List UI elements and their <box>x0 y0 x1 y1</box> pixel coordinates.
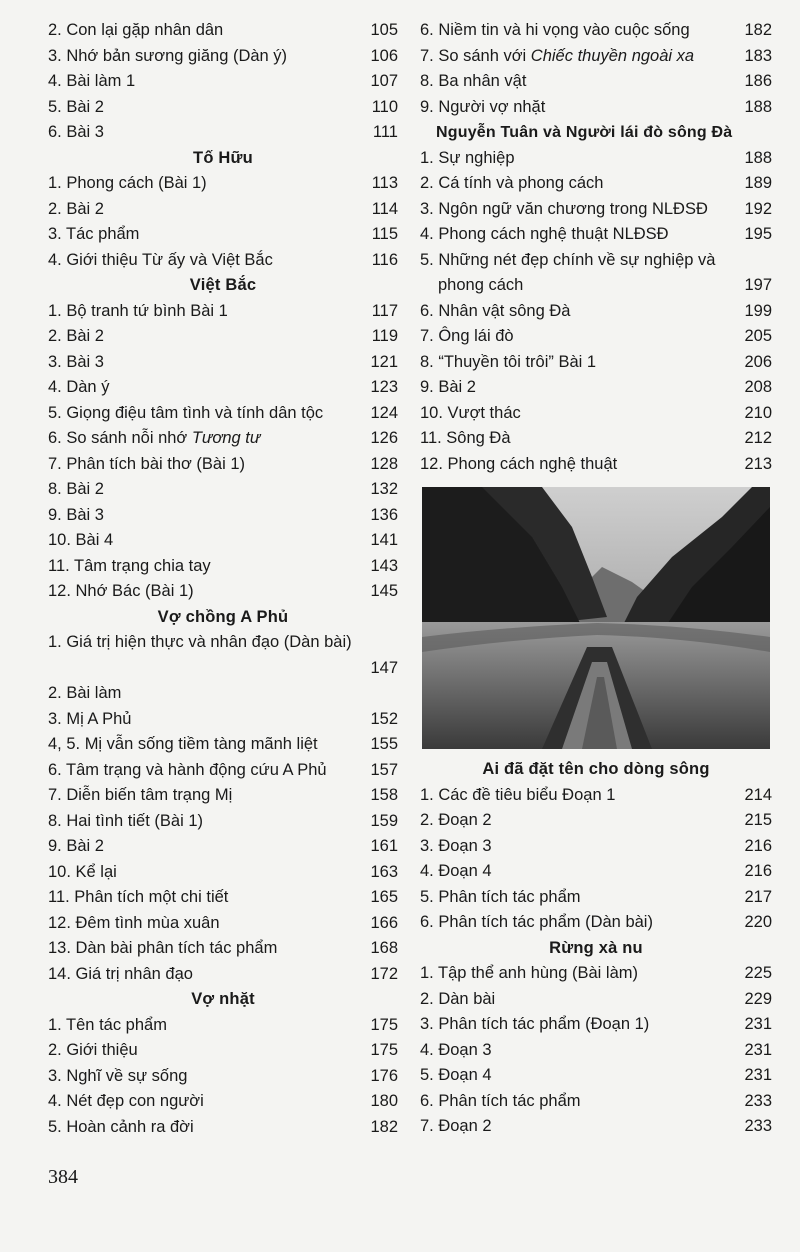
entry-page: 152 <box>370 709 398 728</box>
entry-title <box>420 987 495 1013</box>
entry-page: 141 <box>370 531 398 549</box>
toc-right-bottom <box>420 757 772 1140</box>
entry-title-text: 1. Sự nghiệp <box>420 148 515 167</box>
entry-page: 159 <box>370 811 398 830</box>
entry-title <box>420 197 708 223</box>
entry-title-text: 7. Ông lái đò <box>420 327 514 345</box>
section-heading: Vợ nhặt <box>191 990 255 1008</box>
entry-title-text: 4. Đoạn 3 <box>420 1040 492 1059</box>
toc-entry <box>420 808 772 834</box>
entry-page: 210 <box>744 403 772 422</box>
entry-page: 216 <box>744 862 772 880</box>
entry-title <box>48 834 104 860</box>
toc-entry <box>48 1089 398 1115</box>
toc-entry <box>420 783 772 809</box>
entry-page: 176 <box>370 1066 398 1085</box>
entry-page: 225 <box>744 964 772 982</box>
toc-entry <box>48 120 398 146</box>
entry-page: 143 <box>370 556 398 575</box>
toc-entry <box>420 1012 772 1038</box>
entry-title-text: 3. Tác phẩm <box>48 225 140 243</box>
toc-entry <box>48 885 398 911</box>
entry-title-text: 3. Ngôn ngữ văn chương trong NLĐSĐ <box>420 199 708 218</box>
entry-title-text: 9. Bài 2 <box>48 837 104 855</box>
entry-page: 195 <box>744 225 772 243</box>
entry-title <box>48 248 273 274</box>
entry-page: 233 <box>744 1091 772 1110</box>
entry-page: 231 <box>744 1015 772 1033</box>
page-number: 384 <box>48 1166 78 1188</box>
entry-title-text: 5. Bài 2 <box>48 97 104 116</box>
entry-title <box>48 44 287 70</box>
toc-entry <box>48 401 398 427</box>
toc-entry <box>48 452 398 478</box>
entry-page: 126 <box>370 429 398 447</box>
toc-entry <box>420 859 772 885</box>
entry-page: 128 <box>370 454 398 473</box>
toc-entry <box>48 758 398 784</box>
toc-entry <box>420 197 772 223</box>
toc-entry <box>48 375 398 401</box>
toc-entry <box>48 579 398 605</box>
entry-page: 172 <box>370 964 398 983</box>
entry-title <box>48 579 194 605</box>
section-heading: Ai đã đặt tên cho dòng sông <box>482 760 710 778</box>
entry-title-text: 14. Giá trị nhân đạo <box>48 964 193 983</box>
entry-page: 166 <box>370 913 398 932</box>
entry-title <box>48 885 228 911</box>
toc-entry <box>48 171 398 197</box>
toc-entry <box>420 69 772 95</box>
entry-page: 220 <box>744 913 772 931</box>
toc-entry <box>48 732 398 758</box>
toc-entry <box>48 503 398 529</box>
toc-entry <box>48 1115 398 1141</box>
entry-title <box>420 69 526 95</box>
toc-entry <box>48 95 398 121</box>
entry-title <box>48 401 323 427</box>
entry-title-text: 10. Vượt thác <box>420 403 521 422</box>
entry-title-text: 3. Mị A Phủ <box>48 709 132 728</box>
entry-title <box>48 197 104 223</box>
entry-title <box>48 681 121 707</box>
toc-entry <box>48 477 398 503</box>
toc-entry <box>420 961 772 987</box>
entry-title <box>48 528 113 554</box>
entry-page: 180 <box>370 1092 398 1110</box>
entry-page: 192 <box>744 199 772 218</box>
entry-title <box>48 18 223 44</box>
section-heading: Rừng xà nu <box>549 938 643 957</box>
entry-title <box>420 452 617 478</box>
entry-title-text: 3. Phân tích tác phẩm (Đoạn 1) <box>420 1015 650 1033</box>
toc-entry <box>420 1089 772 1115</box>
entry-title <box>48 809 203 835</box>
entry-title-text: 6. So sánh nỗi nhớ <box>48 429 192 447</box>
toc-entry <box>420 146 772 172</box>
entry-page: 197 <box>744 276 772 294</box>
toc-entry <box>420 885 772 911</box>
toc-entry <box>420 401 772 427</box>
entry-page: 229 <box>744 989 772 1008</box>
toc-left-column <box>48 18 398 1140</box>
entry-title-text: 2. Con lại gặp nhân dân <box>48 21 224 39</box>
entry-page: 116 <box>371 250 398 269</box>
entry-title <box>48 171 207 197</box>
entry-title <box>420 1038 492 1064</box>
entry-title <box>420 834 492 860</box>
entry-title-text: 1. Bộ tranh tứ bình Bài 1 <box>48 301 228 320</box>
entry-title <box>420 426 511 452</box>
entry-page: 216 <box>744 836 772 855</box>
entry-title <box>48 1013 167 1039</box>
entry-title-text: 10. Bài 4 <box>48 531 114 549</box>
entry-title <box>48 707 131 733</box>
entry-title-text: 6. Niềm tin và hi vọng vào cuộc sống <box>420 21 690 39</box>
toc-entry <box>48 324 398 350</box>
entry-page: 199 <box>744 301 772 320</box>
entry-title <box>48 911 220 937</box>
toc-entry <box>48 44 398 70</box>
entry-title-text: 2. Dàn bài <box>420 989 496 1008</box>
entry-title-text: 8. Bài 2 <box>48 480 104 498</box>
entry-page: 188 <box>744 148 772 167</box>
entry-page: 175 <box>370 1041 398 1059</box>
entry-page: 158 <box>370 786 398 804</box>
entry-title-text: 4. Nét đẹp con người <box>48 1092 204 1110</box>
toc-entry <box>48 69 398 95</box>
entry-page: 115 <box>371 225 398 243</box>
entry-title-text: 9. Bài 2 <box>420 378 476 396</box>
entry-title: 1. Giá trị hiện thực và nhân đạo (Dàn bài) <box>48 633 352 651</box>
entry-page: 214 <box>744 785 772 804</box>
entry-title-text: 8. Hai tình tiết (Bài 1) <box>48 811 203 830</box>
entry-page: 119 <box>371 327 398 345</box>
entry-page: 105 <box>370 21 398 39</box>
entry-page: 175 <box>370 1015 398 1034</box>
entry-title <box>420 95 545 121</box>
entry-page: 110 <box>371 97 398 116</box>
entry-title-text: 9. Bài 3 <box>48 505 104 524</box>
entry-page: 189 <box>744 174 772 192</box>
entry-title-text: 4. Đoạn 4 <box>420 862 492 880</box>
entry-page: 205 <box>744 327 772 345</box>
entry-page: 213 <box>744 454 772 473</box>
entry-page: 233 <box>744 1117 772 1135</box>
entry-page: 161 <box>370 837 398 855</box>
entry-title-text: 11. Phân tích một chi tiết <box>48 888 229 906</box>
toc-entry <box>420 222 772 248</box>
toc-entry <box>420 95 772 121</box>
entry-title-text: 1. Các đề tiêu biểu Đoạn 1 <box>420 785 616 804</box>
entry-page: 155 <box>370 735 398 753</box>
toc-entry <box>48 911 398 937</box>
entry-title <box>48 1038 138 1064</box>
entry-title-text: 4. Dàn ý <box>48 378 110 396</box>
entry-title <box>48 1115 194 1141</box>
entry-title-italic: Chiếc thuyền ngoài xa <box>530 46 695 65</box>
entry-page: 168 <box>370 939 398 957</box>
section-heading: Nguyễn Tuân và Người lái đò sông Đà <box>436 124 733 141</box>
entry-page: 208 <box>744 378 772 396</box>
entry-title <box>48 477 104 503</box>
entry-title <box>420 885 581 911</box>
entry-title <box>420 910 653 936</box>
entry-title <box>48 554 211 580</box>
entry-title <box>48 350 104 376</box>
entry-title <box>48 95 104 121</box>
toc-entry <box>420 299 772 325</box>
entry-title <box>420 146 515 172</box>
entry-page: 114 <box>371 199 398 218</box>
toc-entry <box>48 350 398 376</box>
toc-entry <box>48 18 398 44</box>
entry-title <box>48 962 193 988</box>
entry-title-text: 11. Tâm trạng chia tay <box>48 556 211 575</box>
entry-title-text: 1. Tập thể anh hùng (Bài làm) <box>420 964 638 982</box>
toc-entry <box>420 834 772 860</box>
entry-title <box>420 222 669 248</box>
entry-title <box>420 859 492 885</box>
entry-title <box>48 375 109 401</box>
entry-title <box>420 783 615 809</box>
entry-title-text: 7. Diễn biến tâm trạng Mị <box>48 786 233 804</box>
toc-entry <box>48 528 398 554</box>
entry-title <box>48 758 327 784</box>
entry-title <box>420 350 596 376</box>
entry-page: 121 <box>370 352 398 371</box>
entry-page: 163 <box>370 862 398 881</box>
entry-page: 231 <box>744 1040 772 1059</box>
toc-entry <box>48 1064 398 1090</box>
toc-entry <box>48 426 398 452</box>
toc-entry <box>48 860 398 886</box>
entry-title <box>48 69 135 95</box>
entry-title <box>48 222 139 248</box>
entry-title <box>420 375 476 401</box>
entry-title-continued: phong cách <box>438 276 524 294</box>
entry-page: 182 <box>370 1117 398 1136</box>
entry-title <box>420 1114 492 1140</box>
toc-entry <box>420 910 772 936</box>
entry-title <box>48 783 232 809</box>
entry-title <box>48 936 277 962</box>
entry-title-text: 5. Phân tích tác phẩm <box>420 887 581 906</box>
entry-title-text: 4. Bài làm 1 <box>48 72 136 90</box>
entry-title-text: 6. Phân tích tác phẩm <box>420 1091 581 1110</box>
entry-page: 111 <box>372 123 398 141</box>
entry-title-text: 8. Ba nhân vật <box>420 72 527 90</box>
entry-page: 106 <box>370 46 398 65</box>
entry-title-italic: Tương tư <box>191 429 261 447</box>
entry-title <box>420 299 570 325</box>
entry-title <box>48 1064 187 1090</box>
toc-entry <box>48 962 398 988</box>
entry-title <box>420 961 638 987</box>
toc-entry <box>48 1038 398 1064</box>
entry-title <box>48 299 228 325</box>
entry-title-text: 8. “Thuyền tôi trôi” Bài 1 <box>420 352 597 371</box>
entry-title <box>48 503 104 529</box>
entry-title-text: 12. Đêm tình mùa xuân <box>48 913 220 932</box>
entry-title-text: 2. Giới thiệu <box>48 1041 138 1059</box>
entry-title: 5. Những nét đẹp chính về sự nghiệp và <box>420 250 716 269</box>
entry-title-text: 7. Đoạn 2 <box>420 1117 492 1135</box>
section-heading: Tố Hữu <box>193 148 253 167</box>
entry-page: 186 <box>744 72 772 90</box>
toc-entry <box>420 375 772 401</box>
entry-title-text: 3. Bài 3 <box>48 352 104 371</box>
toc-entry <box>48 630 398 681</box>
entry-page: 231 <box>744 1066 772 1084</box>
entry-title-text: 13. Dàn bài phân tích tác phẩm <box>48 939 278 957</box>
toc-entry <box>420 350 772 376</box>
entry-page: 132 <box>370 480 398 498</box>
entry-page: 117 <box>371 301 398 320</box>
entry-title <box>420 1089 581 1115</box>
toc-entry <box>48 248 398 274</box>
entry-title <box>420 324 514 350</box>
entry-title-text: 2. Đoạn 2 <box>420 811 492 829</box>
toc-entry <box>420 452 772 478</box>
section-heading: Vợ chồng A Phủ <box>157 607 289 626</box>
entry-page: 215 <box>744 811 772 829</box>
toc-entry <box>48 809 398 835</box>
entry-title-text: 4. Giới thiệu Từ ấy và Việt Bắc <box>48 250 273 269</box>
toc-entry <box>48 299 398 325</box>
entry-page: 107 <box>370 72 398 90</box>
entry-title-text: 7. So sánh với <box>420 46 531 65</box>
toc-entry <box>420 987 772 1013</box>
entry-title-text: 9. Người vợ nhặt <box>420 97 546 116</box>
entry-title-text: 6. Bài 3 <box>48 123 104 141</box>
entry-title-text: 2. Bài 2 <box>48 199 104 218</box>
entry-page: 182 <box>744 21 772 39</box>
entry-page: 217 <box>744 887 772 906</box>
entry-title <box>48 324 104 350</box>
entry-title-text: 5. Hoàn cảnh ra đời <box>48 1117 194 1136</box>
entry-title-text: 6. Phân tích tác phẩm (Dàn bài) <box>420 913 653 931</box>
entry-title <box>420 401 521 427</box>
toc-entry <box>48 783 398 809</box>
entry-title-text: 4, 5. Mị vẫn sống tiềm tàng mãnh liệt <box>48 735 318 753</box>
river-gorge-photo <box>422 487 770 749</box>
entry-title-text: 2. Bài làm <box>48 684 122 702</box>
entry-title-text: 6. Nhân vật sông Đà <box>420 301 571 320</box>
entry-title-text: 2. Bài 2 <box>48 327 104 345</box>
entry-title-text: 7. Phân tích bài thơ (Bài 1) <box>48 454 246 473</box>
toc-entry <box>420 324 772 350</box>
entry-title <box>48 426 260 452</box>
entry-title-text: 6. Tâm trạng và hành động cứu A Phủ <box>48 760 327 779</box>
entry-title-text: 1. Phong cách (Bài 1) <box>48 174 207 192</box>
entry-title <box>420 808 492 834</box>
section-heading: Việt Bắc <box>189 276 257 294</box>
entry-title <box>420 1012 649 1038</box>
toc-entry <box>48 936 398 962</box>
entry-title-text: 5. Giọng điệu tâm tình và tính dân tộc <box>48 403 324 422</box>
entry-page: 147 <box>370 658 398 677</box>
entry-page: 206 <box>744 352 772 371</box>
toc-entry <box>48 834 398 860</box>
toc-entry <box>48 222 398 248</box>
toc-entry <box>48 554 398 580</box>
entry-title <box>48 120 104 146</box>
entry-title <box>48 860 117 886</box>
toc-entry <box>48 1013 398 1039</box>
entry-page: 123 <box>370 378 398 396</box>
toc-entry <box>48 707 398 733</box>
entry-title-text: 10. Kể lại <box>48 862 117 881</box>
entry-title-text: 1. Tên tác phẩm <box>48 1015 167 1034</box>
entry-title-text: 3. Nghĩ về sự sống <box>48 1066 188 1085</box>
entry-page: 157 <box>370 760 398 779</box>
entry-title-text: 5. Đoạn 4 <box>420 1066 492 1084</box>
toc-entry <box>420 1063 772 1089</box>
entry-page: 183 <box>744 46 772 65</box>
entry-page: 145 <box>370 582 398 600</box>
entry-title-text: 3. Đoạn 3 <box>420 836 492 855</box>
entry-title-text: 2. Cá tính và phong cách <box>420 174 604 192</box>
entry-title <box>48 1089 204 1115</box>
entry-page: 188 <box>744 97 772 116</box>
toc-right-column <box>420 18 772 1140</box>
entry-title-text: 12. Phong cách nghệ thuật <box>420 454 618 473</box>
entry-title <box>48 452 245 478</box>
toc-entry <box>420 171 772 197</box>
toc-entry <box>420 248 772 299</box>
toc-entry <box>420 18 772 44</box>
toc-entry <box>48 681 398 707</box>
entry-title <box>420 1063 492 1089</box>
entry-title-text: 12. Nhớ Bác (Bài 1) <box>48 582 194 600</box>
entry-page: 165 <box>370 888 398 906</box>
toc-entry <box>420 426 772 452</box>
entry-page: 113 <box>371 174 398 192</box>
entry-title-text: 3. Nhớ bản sương giăng (Dàn ý) <box>48 46 288 65</box>
entry-title <box>420 18 690 44</box>
entry-title-text: 4. Phong cách nghệ thuật NLĐSĐ <box>420 225 669 243</box>
toc-right-top <box>420 18 772 477</box>
toc-entry <box>420 1038 772 1064</box>
entry-title <box>420 171 603 197</box>
entry-title <box>48 732 318 758</box>
entry-title-text: 11. Sông Đà <box>420 429 511 447</box>
toc-entry <box>48 197 398 223</box>
entry-page: 124 <box>370 403 398 422</box>
entry-title <box>420 44 694 70</box>
toc-entry <box>420 1114 772 1140</box>
entry-page: 212 <box>744 429 772 447</box>
toc-entry <box>420 44 772 70</box>
entry-page: 136 <box>370 505 398 524</box>
